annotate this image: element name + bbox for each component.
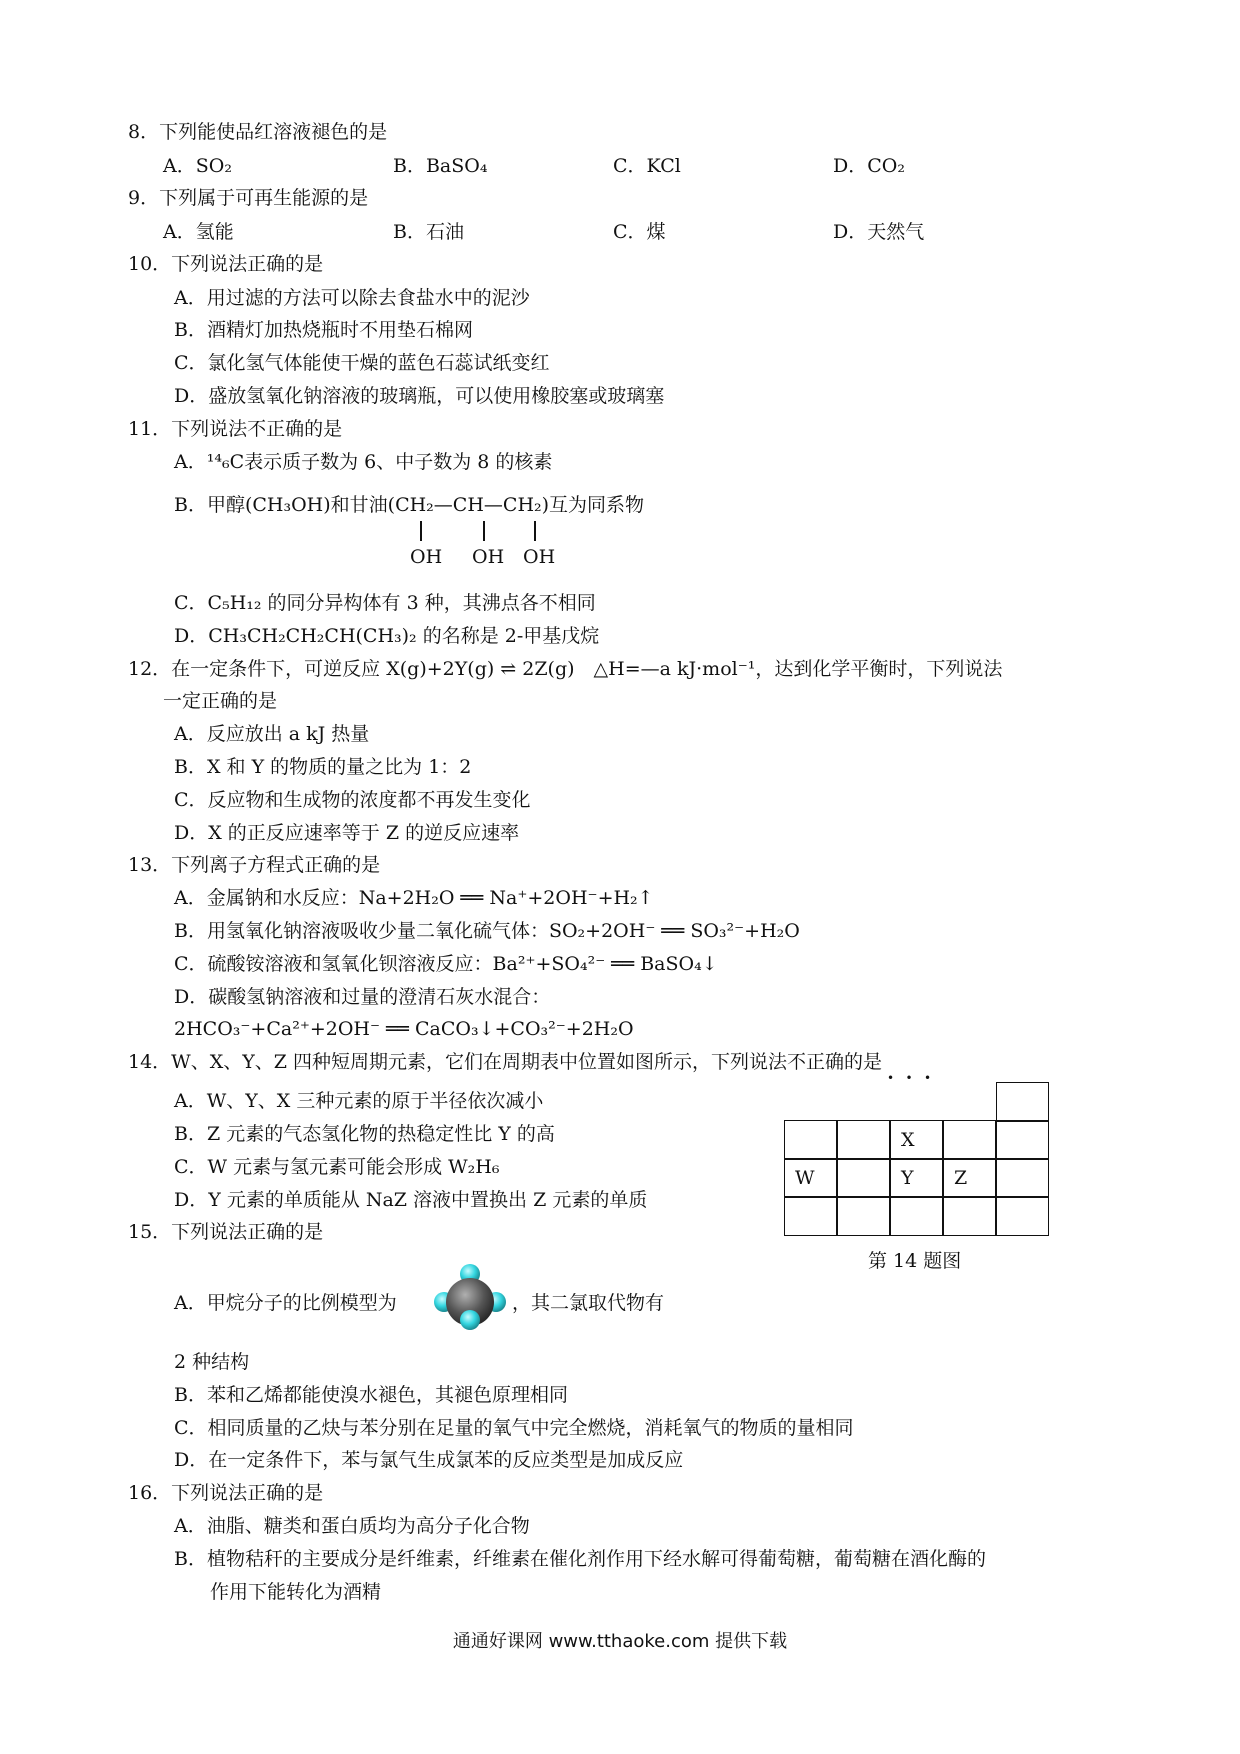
q15-stem: 15．下列说法正确的是	[128, 1221, 324, 1243]
q9-option-c: C．煤	[613, 221, 666, 243]
q13-option-b: B．用氢氧化钠溶液吸收少量二氧化硫气体：SO₂+2OH⁻ ══ SO₃²⁻+H₂O	[174, 920, 800, 942]
q15-option-b: B．苯和乙烯都能使溴水褪色，其褪色原理相同	[174, 1384, 568, 1406]
emphasis-dots: • • •	[887, 1071, 932, 1085]
q10-stem: 10．下列说法正确的是	[128, 253, 324, 275]
q13-option-c: C．硫酸铵溶液和氢氧化钡溶液反应：Ba²⁺+SO₄²⁻ ══ BaSO₄↓	[174, 953, 718, 975]
q14-option-a: A．W、Y、X 三种元素的原于半径依次减小	[174, 1090, 544, 1112]
figure-caption: 第 14 题图	[868, 1250, 962, 1272]
pt-cell	[784, 1120, 837, 1160]
methane-model-image	[430, 1262, 510, 1334]
q15-option-a-post: ，其二氯取代物有	[512, 1292, 665, 1314]
q14-option-d: D．Y 元素的单质能从 NaZ 溶液中置换出 Z 元素的单质	[174, 1189, 648, 1211]
q11-option-b: B．甲醇(CH₃OH)和甘油(CH₂—CH—CH₂)互为同系物	[174, 494, 645, 516]
glycerol-bond-2	[483, 521, 485, 541]
q16-stem: 16．下列说法正确的是	[128, 1482, 324, 1504]
pt-cell-z: Z	[943, 1158, 996, 1198]
q10-option-b: B．酒精灯加热烧瓶时不用垫石棉网	[174, 319, 473, 341]
q10-option-a: A．用过滤的方法可以除去食盐水中的泥沙	[174, 287, 530, 309]
q15-option-c: C．相同质量的乙炔与苯分别在足量的氧气中完全燃烧，消耗氧气的物质的量相同	[174, 1417, 854, 1439]
q11-option-d: D．CH₃CH₂CH₂CH(CH₃)₂ 的名称是 2-甲基戊烷	[174, 625, 600, 647]
q8-option-c: C．KCl	[613, 155, 681, 177]
pt-cell	[890, 1196, 943, 1236]
q12-stem-line2: 一定正确的是	[163, 690, 278, 712]
q11-option-c: C．C₅H₁₂ 的同分异构体有 3 种，其沸点各不相同	[174, 592, 596, 614]
q13-option-d-equation: 2HCO₃⁻+Ca²⁺+2OH⁻ ══ CaCO₃↓+CO₃²⁻+2H₂O	[174, 1018, 634, 1040]
glycerol-oh-3: OH	[523, 546, 556, 568]
q14-option-b: B．Z 元素的气态氢化物的热稳定性比 Y 的高	[174, 1123, 555, 1145]
q12-option-c: C．反应物和生成物的浓度都不再发生变化	[174, 789, 531, 811]
pt-cell	[996, 1082, 1049, 1122]
q15-option-d: D．在一定条件下，苯与氯气生成氯苯的反应类型是加成反应	[174, 1449, 684, 1471]
q13-option-a: A．金属钠和水反应：Na+2H₂O ══ Na⁺+2OH⁻+H₂↑	[174, 887, 654, 909]
pt-cell	[784, 1196, 837, 1236]
pt-cell-w: W	[784, 1158, 837, 1198]
pt-cell-y: Y	[890, 1158, 943, 1198]
q12-option-b: B．X 和 Y 的物质的量之比为 1：2	[174, 756, 472, 778]
q14-stem: 14．W、X、Y、Z 四种短周期元素，它们在周期表中位置如图所示，下列说法不正确的是	[128, 1051, 883, 1073]
pt-cell	[996, 1120, 1049, 1160]
pt-cell	[837, 1158, 890, 1198]
pt-cell	[996, 1158, 1049, 1198]
q16-option-b: B．植物秸秆的主要成分是纤维素，纤维素在催化剂作用下经水解可得葡萄糖，葡萄糖在酒化酶的	[174, 1548, 986, 1570]
q10-option-c: C．氯化氢气体能使干燥的蓝色石蕊试纸变红	[174, 352, 550, 374]
pt-cell	[943, 1120, 996, 1160]
q8-option-d: D．CO₂	[833, 155, 905, 177]
q15-option-a-pre: A．甲烷分子的比例模型为	[174, 1292, 397, 1314]
q12-option-a: A．反应放出 a kJ 热量	[174, 723, 370, 745]
q13-stem: 13．下列离子方程式正确的是	[128, 854, 381, 876]
page-footer: 通通好课网 www.tthaoke.com 提供下载	[452, 1631, 788, 1652]
pt-cell	[996, 1196, 1049, 1236]
q16-option-a: A．油脂、糖类和蛋白质均为高分子化合物	[174, 1515, 530, 1537]
pt-cell	[837, 1196, 890, 1236]
q10-option-d: D．盛放氢氧化钠溶液的玻璃瓶，可以使用橡胶塞或玻璃塞	[174, 385, 665, 407]
q16-option-b-cont: 作用下能转化为酒精	[210, 1581, 382, 1603]
q8-option-b: B．BaSO₄	[393, 155, 488, 177]
q9-option-b: B．石油	[393, 221, 464, 243]
glycerol-oh-1: OH	[410, 546, 443, 568]
q11-option-a: A．¹⁴₆C表示质子数为 6、中子数为 8 的核素	[174, 451, 553, 473]
glycerol-bond-1	[420, 521, 422, 541]
glycerol-bond-3	[534, 521, 536, 541]
q11-stem: 11．下列说法不正确的是	[128, 418, 343, 440]
q14-option-c: C．W 元素与氢元素可能会形成 W₂H₆	[174, 1156, 500, 1178]
q9-option-d: D．天然气	[833, 221, 925, 243]
q8-option-a: A．SO₂	[163, 155, 232, 177]
q9-option-a: A．氢能	[163, 221, 234, 243]
q12-stem-line1: 12．在一定条件下，可逆反应 X(g)+2Y(g) ⇌ 2Z(g) △H=—a kJ·mol⁻¹，达到化学平衡时，下列说法	[128, 658, 1003, 680]
pt-cell-x: X	[890, 1120, 943, 1160]
hydrogen-atom	[460, 1310, 480, 1330]
q13-option-d: D．碳酸氢钠溶液和过量的澄清石灰水混合：	[174, 986, 551, 1008]
glycerol-oh-2: OH	[472, 546, 505, 568]
q12-option-d: D．X 的正反应速率等于 Z 的逆反应速率	[174, 822, 520, 844]
q8-stem: 8．下列能使品红溶液褪色的是	[128, 121, 388, 143]
q15-option-a-cont: 2 种结构	[174, 1351, 250, 1373]
pt-cell	[837, 1120, 890, 1160]
pt-cell	[943, 1196, 996, 1236]
q9-stem: 9．下列属于可再生能源的是	[128, 187, 369, 209]
